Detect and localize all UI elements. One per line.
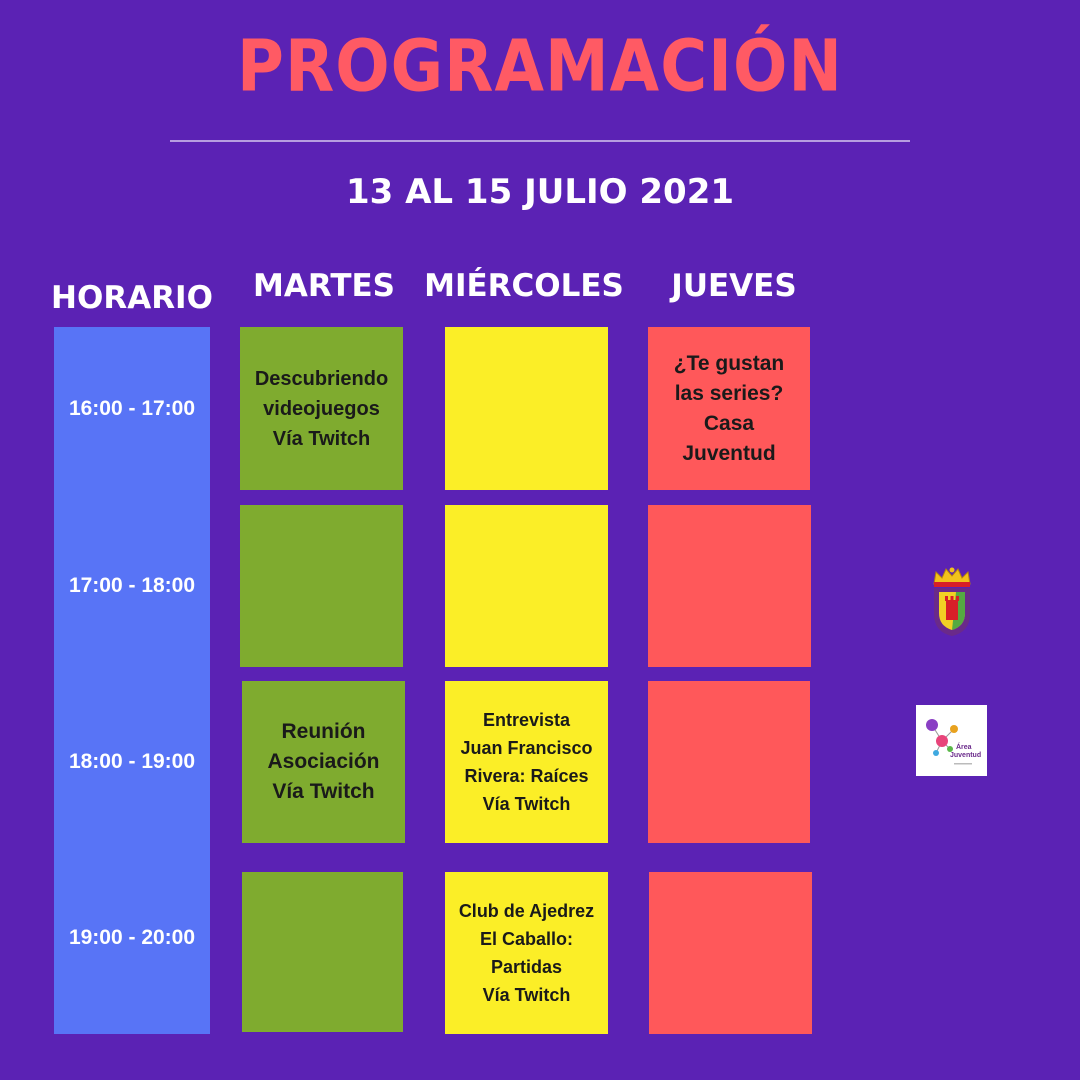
header-horario: HORARIO (51, 280, 213, 316)
header-martes: MARTES (253, 268, 395, 304)
time-slot-3: 18:00 - 19:00 (68, 750, 196, 773)
jueves-slot-3 (648, 681, 810, 843)
jueves-slot-2 (648, 505, 811, 667)
page-title: PROGRAMACIÓN (237, 25, 843, 109)
event-label: Club de Ajedrez El Caballo: Partidas Vía Twitch (458, 901, 595, 1005)
martes-slot-2 (240, 505, 403, 667)
time-slot-2: 17:00 - 18:00 (68, 574, 196, 597)
municipal-crest-icon (930, 566, 974, 638)
header-miercoles: MIÉRCOLES (424, 268, 624, 304)
jueves-slot-4 (649, 872, 812, 1034)
martes-slot-3 (242, 681, 405, 843)
area-juventud-logo-icon (916, 705, 987, 776)
header-jueves: JUEVES (671, 268, 797, 304)
date-range: 13 AL 15 JULIO 2021 (345, 172, 735, 212)
miercoles-slot-1 (445, 327, 608, 490)
miercoles-slot-3 (445, 681, 608, 843)
event-label: Reunión Asociación Vía Twitch (267, 720, 380, 803)
jueves-slot-1 (648, 327, 810, 490)
area-juventud-logo (916, 705, 987, 776)
event-label: Descubriendo videojuegos Vía Twitch (254, 367, 389, 450)
svg-text:Juventud: Juventud (950, 752, 982, 759)
time-slot-4: 19:00 - 20:00 (68, 926, 196, 949)
event-label: Entrevista Juan Francisco Rivera: Raíces Vía Twitch (460, 710, 593, 814)
time-slot-1: 16:00 - 17:00 (68, 397, 196, 420)
miercoles-slot-2 (445, 505, 608, 667)
martes-slot-4 (242, 872, 403, 1032)
miercoles-slot-4 (445, 872, 608, 1034)
title-divider (170, 140, 910, 142)
martes-slot-1 (240, 327, 403, 490)
svg-text:Área: Área (956, 744, 972, 751)
event-label: ¿Te gustan las series? Casa Juventud (673, 351, 785, 465)
